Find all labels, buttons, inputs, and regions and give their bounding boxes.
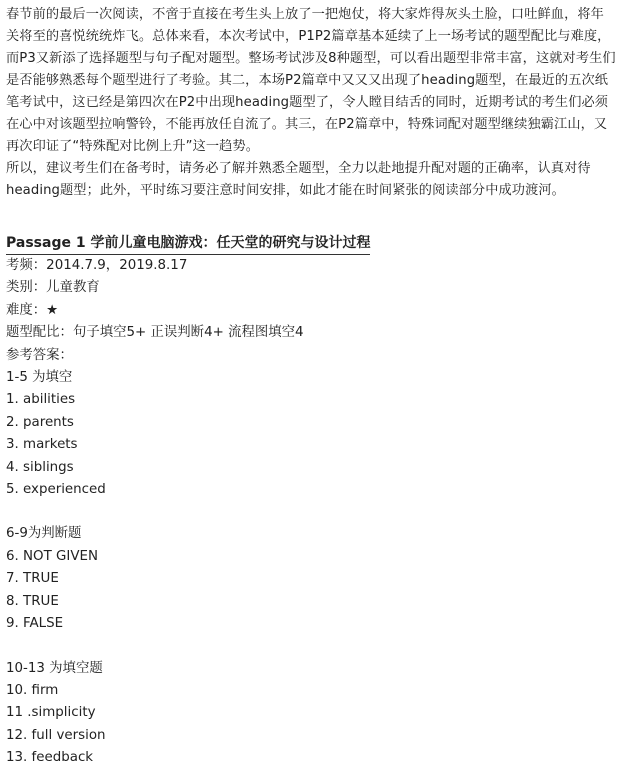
answer-block-1: [6, 367, 616, 501]
passage-title: Passage 1 学前儿童电脑游戏：任天堂的研究与设计过程: [6, 232, 370, 255]
answer-item: 8. TRUE: [6, 593, 59, 609]
answer-item: 13. feedback: [6, 750, 94, 766]
intro-section: [6, 4, 616, 202]
answer-item: 10. firm: [6, 682, 59, 698]
intro-paragraph: 春节前的最后一次阅读，不啻于直接在考生头上放了一把炮仗，将大家炸得灰头土脸，口吐鲜血，将年关将至的喜悦统统炸飞。总体来看，本次考试中，P1P2篇章基本延续了上一场考试的题型配比与难度，而P3又新添了选择题型与句子配对题型。整场考试涉及8种题型，可以看出题型非常丰富，这就对考生们是否能够熟悉每个题型进行了考验。其二，本场P2篇章中又又又出现了heading题型，在最近的五次纸笔考试中，这已经是第四次在P2中出现heading题型了，令人瞠目结舌的同时，近期考试的考生们必须在心中对该题型拉响警铃，不能再放任自流了。其三，在P2篇章中，特殊词配对题型继续独霸江山，又再次印证了“特殊配对比例上升”这一趋势。: [6, 7, 616, 154]
answer-block-3: [6, 658, 616, 770]
answer-item: 1. abilities: [6, 392, 76, 408]
meta-difficulty: 难度：★: [6, 302, 59, 318]
answer-item: 11 .simplicity: [6, 705, 96, 721]
meta-answers-label: 参考答案：: [6, 347, 73, 363]
spacer: [6, 636, 616, 658]
answer-item: 4. siblings: [6, 459, 74, 475]
answer-item: 12. full version: [6, 727, 106, 743]
answer-item: 5. experienced: [6, 482, 106, 498]
answer-item: 7. TRUE: [6, 571, 59, 587]
answer-item: 2. parents: [6, 414, 74, 430]
answer-item: 9. FALSE: [6, 616, 64, 632]
document-page: [6, 4, 616, 770]
answer-item: 6. NOT GIVEN: [6, 548, 98, 564]
spacer: [6, 501, 616, 523]
passage-section: [6, 202, 616, 770]
section-heading: 6-9为判断题: [6, 526, 82, 542]
meta-frequency: 考频：2014.7.9，2019.8.17: [6, 258, 188, 273]
meta-category: 类别：儿童教育: [6, 280, 100, 296]
intro-paragraph: 所以，建议考生们在备考时，请务必了解并熟悉全题型，全力以赴地提升配对题的正确率，认真对待heading题型；此外，平时练习要注意时间安排，如此才能在时间紧张的阅读部分中成功渡河。: [6, 161, 591, 198]
section-heading: 10-13 为填空题: [6, 660, 103, 676]
meta-question-types: 题型配比：句子填空5+ 正误判断4+ 流程图填空4: [6, 325, 304, 341]
answer-item: 3. markets: [6, 437, 78, 453]
answer-block-2: [6, 523, 616, 635]
section-heading: 1-5 为填空: [6, 370, 73, 386]
